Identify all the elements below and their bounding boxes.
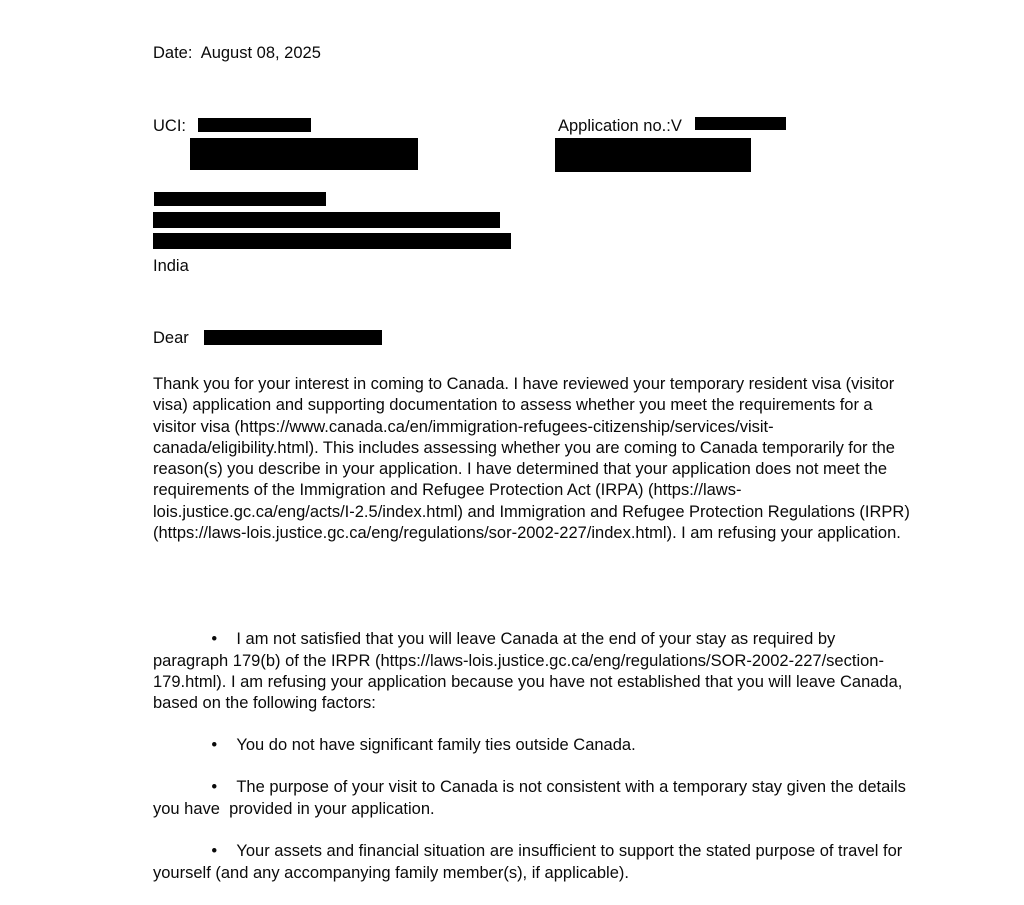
redaction-application-office-block [555, 138, 751, 172]
redaction-salutation-name [204, 330, 382, 345]
redaction-applicant-name-block [190, 138, 418, 170]
bullet-marker-icon: • [211, 630, 218, 649]
bullet-text: The purpose of your visit to Canada is not consistent with a temporary stay given the details you have provided in your application. [153, 778, 911, 818]
bullet-marker-icon: • [211, 842, 218, 861]
bullet-marker-icon: • [211, 736, 218, 755]
uci-label: UCI: [153, 117, 186, 135]
bullet-marker-icon: • [211, 778, 218, 797]
redaction-uci-value [198, 118, 311, 132]
redaction-address-line-3 [153, 233, 511, 249]
intro-paragraph: Thank you for your interest in coming to Canada. I have reviewed your temporary resident visa (visitor visa) application and supporting documentation to assess whether you meet the requirements for a visitor visa (https://www.canada.ca/en/immigration-refugees-citizenship/services/visit-canada/eligibility.html). This includes assessing whether you are coming to Canada temporarily for the reason(s) you describe in your application. I have determined that your application does not meet the requirements of the Immigration and Refugee Protection Act (IRPA) (https://laws-lois.justice.gc.ca/eng/acts/I-2.5/index.html) and Immigration and Refugee Protection Regulations (IRPR) (https://laws-lois.justice.gc.ca/eng/regulations/sor-2002-227/index.html). I am refusing your application. [153, 375, 915, 543]
redaction-address-line-2 [153, 212, 500, 228]
date-line: Date: August 08, 2025 [153, 44, 321, 62]
bullet-text: You do not have significant family ties outside Canada. [236, 736, 636, 755]
redaction-address-line-1 [154, 192, 326, 206]
bullet-text: Your assets and financial situation are insufficient to support the stated purpose of travel for yourself (and any accompanying family member(s), if applicable). [153, 842, 907, 882]
application-number-label: Application no.:V [558, 117, 682, 135]
address-country: India [153, 257, 189, 275]
salutation-label: Dear [153, 329, 189, 347]
bullet-text: I am not satisfied that you will leave Canada at the end of your stay as required by paragraph 179(b) of the IRPR (https://laws-lois.justice.gc.ca/eng/regulations/SOR-2002-227/section-179.html). I am refusing your application because you have not established that you will leave Canada, based on the following factors: [153, 630, 907, 713]
refusal-bullet-4 [153, 820, 915, 905]
redaction-application-number-value [695, 117, 786, 130]
